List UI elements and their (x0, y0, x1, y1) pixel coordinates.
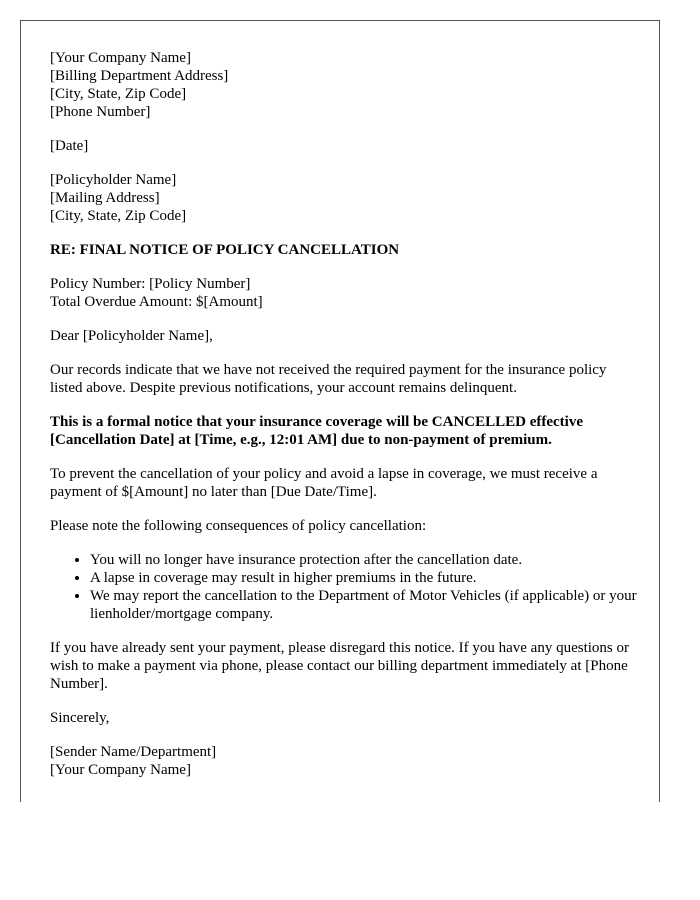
paragraph-delinquency: Our records indicate that we have not received the required payment for the insurance policy listed above. Despite previous notifications, your account remains delinquent. (50, 362, 607, 396)
closing: Sincerely, (50, 710, 110, 726)
letter-date: [Date] (50, 138, 89, 154)
list-item: • A lapse in coverage may result in higher premiums in the future. (90, 569, 640, 587)
paragraph-cancellation-notice: This is a formal notice that your insurance coverage will be CANCELLED effective [Cancellation Date] at [Time, e.g., 12:01 AM] due to non-payment of premium. (50, 414, 583, 448)
recipient-block (50, 171, 640, 225)
list-item: • We may report the cancellation to the Department of Motor Vehicles (if applicable) or your lienholder/mortgage company. (90, 587, 640, 623)
letter-content (50, 49, 640, 795)
consequences-list (50, 551, 640, 623)
letter-page (20, 20, 660, 802)
list-item: • You will no longer have insurance protection after the cancellation date. (90, 551, 640, 569)
recipient-city: [City, State, Zip Code] (50, 208, 187, 224)
signature-sender: [Sender Name/Department] (50, 744, 217, 760)
policy-details (50, 275, 640, 311)
overdue-amount: Total Overdue Amount: $[Amount] (50, 294, 263, 310)
paragraph-payment-deadline: To prevent the cancellation of your policy and avoid a lapse in coverage, we must receive a payment of $[Amount] no later than [Due Date/Time]. (50, 466, 598, 500)
signature-block (50, 743, 640, 779)
paragraph-consequences-intro: Please note the following consequences of policy cancellation: (50, 518, 427, 534)
subject-line: RE: FINAL NOTICE OF POLICY CANCELLATION (50, 242, 400, 258)
sender-city: [City, State, Zip Code] (50, 86, 187, 102)
sender-phone: [Phone Number] (50, 104, 151, 120)
salutation: Dear [Policyholder Name], (50, 328, 213, 344)
recipient-address: [Mailing Address] (50, 190, 160, 206)
policy-number: Policy Number: [Policy Number] (50, 276, 251, 292)
recipient-name: [Policyholder Name] (50, 172, 177, 188)
sender-company: [Your Company Name] (50, 50, 191, 66)
sender-block (50, 49, 640, 121)
sender-address: [Billing Department Address] (50, 68, 229, 84)
signature-company: [Your Company Name] (50, 762, 191, 778)
paragraph-disregard: If you have already sent your payment, please disregard this notice. If you have any questions or wish to make a payment via phone, please contact our billing department immediately at [Phone Number]. (50, 640, 629, 692)
